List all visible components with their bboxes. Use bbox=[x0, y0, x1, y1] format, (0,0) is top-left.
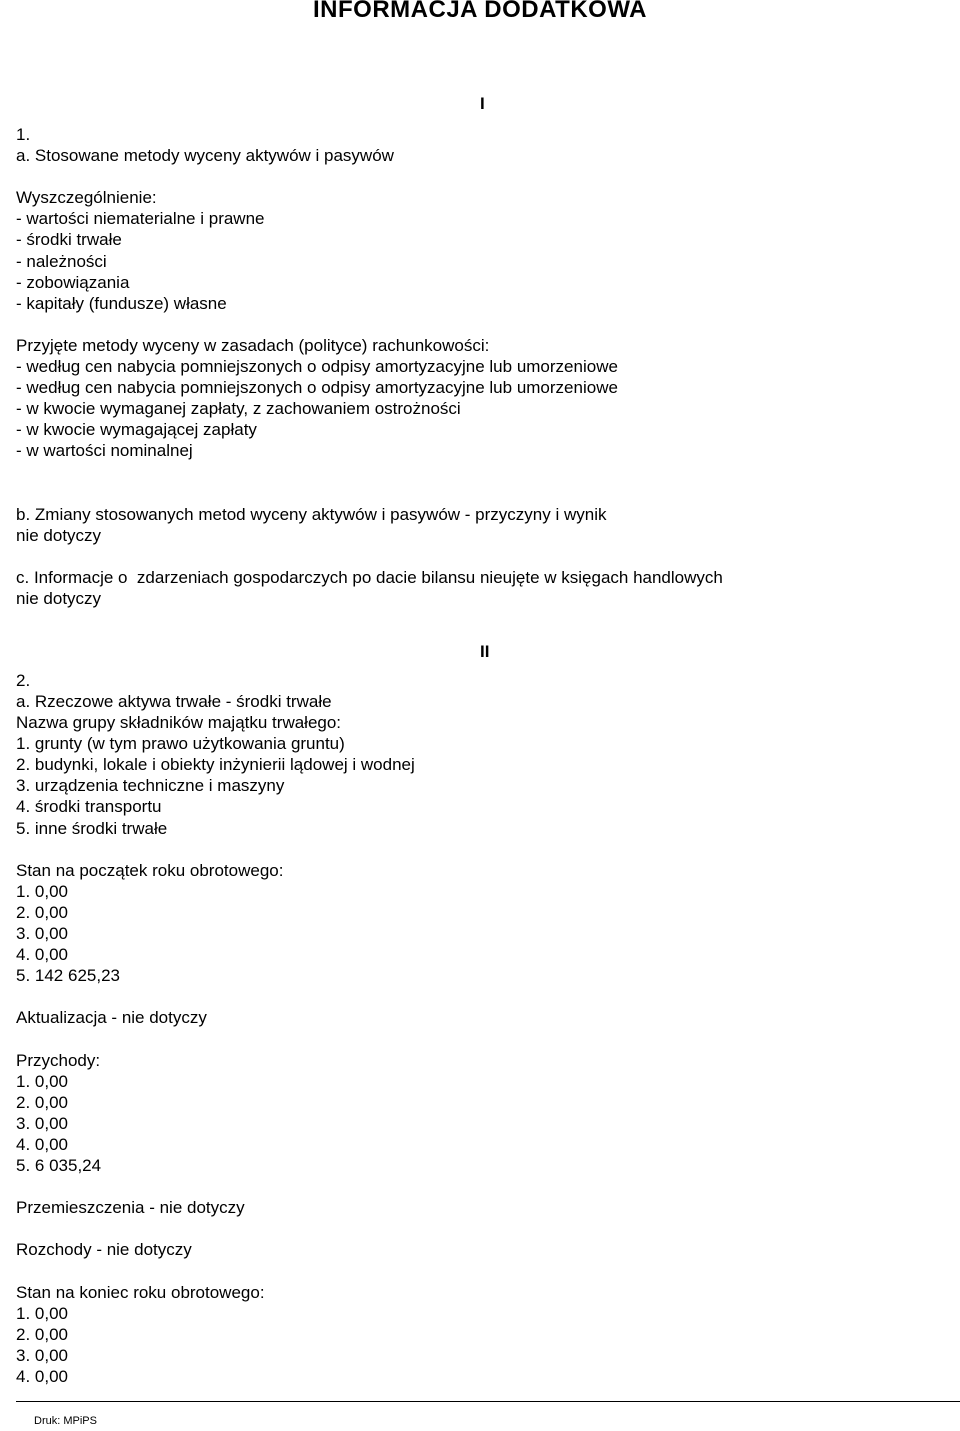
list-item: 4. 0,00 bbox=[16, 945, 68, 965]
list-item: - według cen nabycia pomniejszonych o odpisy amortyzacyjne lub umorzeniowe bbox=[16, 357, 618, 377]
methods-heading: Przyjęte metody wyceny w zasadach (polityce) rachunkowości: bbox=[16, 335, 490, 355]
list-item: 5. 142 625,23 bbox=[16, 966, 120, 986]
section-mark-ii: II bbox=[480, 642, 490, 661]
list-item: 4. środki transportu bbox=[16, 797, 162, 817]
list-item: 2. budynki, lokale i obiekty inżynierii lądowej i wodnej bbox=[16, 755, 415, 775]
document-body bbox=[16, 124, 946, 1387]
increases-list bbox=[16, 1071, 946, 1176]
disposals-line: Rozchody - nie dotyczy bbox=[16, 1240, 192, 1260]
increases-heading: Przychody: bbox=[16, 1050, 101, 1070]
list-item: - kapitały (fundusze) własne bbox=[16, 293, 227, 313]
closing-balance-heading: Stan na koniec roku obrotowego: bbox=[16, 1282, 265, 1302]
section-1b-value: nie dotyczy bbox=[16, 525, 102, 545]
list-item: 3. urządzenia techniczne i maszyny bbox=[16, 776, 285, 796]
section-1b-heading: b. Zmiany stosowanych metod wyceny aktywów i pasywów - przyczyny i wynik bbox=[16, 504, 607, 524]
items-heading: Wyszczególnienie: bbox=[16, 188, 157, 208]
section-2-number: 2. bbox=[16, 670, 31, 690]
list-item: 1. 0,00 bbox=[16, 881, 68, 901]
section-mark-i: I bbox=[480, 94, 485, 113]
section-1c-heading: c. Informacje o zdarzeniach gospodarczych po dacie bilansu nieujęte w księgach handlowych bbox=[16, 567, 723, 587]
list-item: 2. 0,00 bbox=[16, 902, 68, 922]
opening-balance-list bbox=[16, 881, 946, 986]
methods-list bbox=[16, 356, 946, 461]
opening-balance-heading: Stan na początek roku obrotowego: bbox=[16, 860, 284, 880]
list-item: 2. 0,00 bbox=[16, 1092, 68, 1112]
section-2a-heading: a. Rzeczowe aktywa trwałe - środki trwałe bbox=[16, 691, 332, 711]
list-item: - zobowiązania bbox=[16, 272, 130, 292]
list-item: 4. 0,00 bbox=[16, 1134, 68, 1154]
revaluation-line: Aktualizacja - nie dotyczy bbox=[16, 1008, 207, 1028]
list-item: 1. 0,00 bbox=[16, 1303, 68, 1323]
list-item: 4. 0,00 bbox=[16, 1366, 68, 1386]
groups-heading: Nazwa grupy składników majątku trwałego: bbox=[16, 713, 342, 733]
list-item: - należności bbox=[16, 251, 107, 271]
list-item: 1. grunty (w tym prawo użytkowania gruntu) bbox=[16, 734, 345, 754]
list-item: 3. 0,00 bbox=[16, 1345, 68, 1365]
list-item: 2. 0,00 bbox=[16, 1324, 68, 1344]
list-item: 3. 0,00 bbox=[16, 923, 68, 943]
footer-divider bbox=[16, 1401, 960, 1402]
list-item: 5. inne środki trwałe bbox=[16, 818, 168, 838]
section-1c-value: nie dotyczy bbox=[16, 589, 102, 609]
list-item: 5. 6 035,24 bbox=[16, 1156, 102, 1175]
list-item: - środki trwałe bbox=[16, 230, 122, 250]
closing-balance-list bbox=[16, 1303, 946, 1387]
list-item: - według cen nabycia pomniejszonych o odpisy amortyzacyjne lub umorzeniowe bbox=[16, 378, 618, 398]
transfers-line: Przemieszczenia - nie dotyczy bbox=[16, 1198, 245, 1218]
section-1a-heading: a. Stosowane metody wyceny aktywów i pasywów bbox=[16, 146, 394, 166]
asset-groups-list bbox=[16, 733, 946, 838]
section-1-number: 1. bbox=[16, 125, 31, 144]
list-item: - w wartości nominalnej bbox=[16, 441, 193, 461]
list-item: - w kwocie wymagającej zapłaty bbox=[16, 420, 257, 440]
list-item: - w kwocie wymaganej zapłaty, z zachowaniem ostrożności bbox=[16, 399, 461, 419]
document-title: INFORMACJA DODATKOWA bbox=[313, 0, 647, 23]
list-item: - wartości niematerialne i prawne bbox=[16, 209, 265, 229]
list-item: 3. 0,00 bbox=[16, 1113, 68, 1133]
list-item: 1. 0,00 bbox=[16, 1071, 68, 1091]
asset-items-list bbox=[16, 208, 946, 313]
footer-print-label: Druk: MPiPS bbox=[34, 1415, 97, 1427]
